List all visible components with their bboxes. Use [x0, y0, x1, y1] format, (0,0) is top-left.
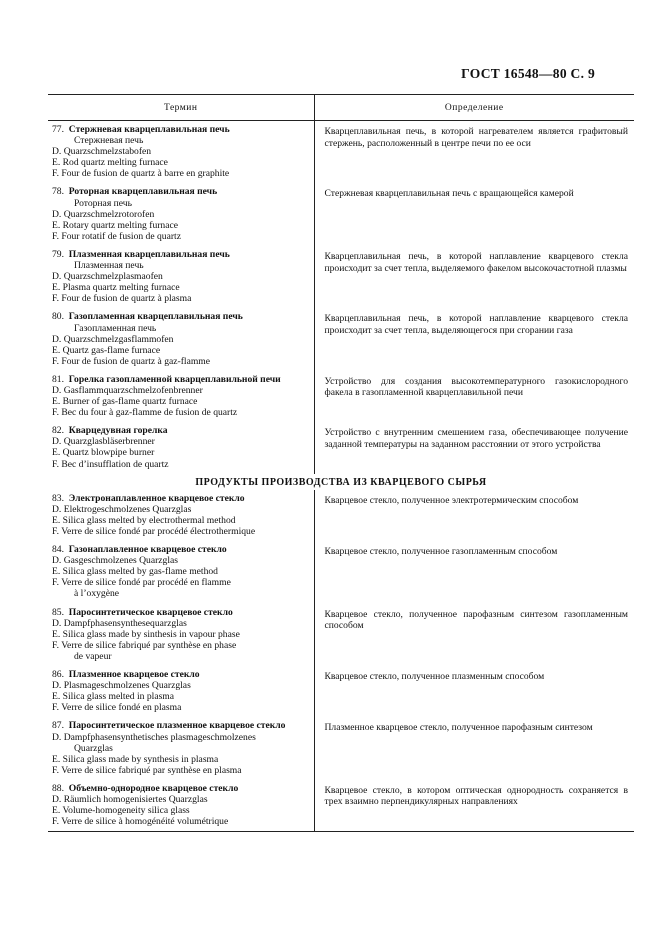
term-ru: Плазменное кварцевое стекло [68, 669, 200, 681]
definition-cell: Устройство для создания высокотемпературного газокислородного факела в газопламенной кварцеплавильной печи [324, 375, 628, 399]
term-ru: Газонаплавленное кварцевое стекло [68, 544, 227, 556]
entry-number: 78. [52, 186, 64, 198]
term-fr: F. Four de fusion de quartz à barre en graphite [52, 168, 230, 180]
term-fr: F. Verre de silice fondé en plasma [52, 702, 182, 714]
term-synonym: Газопламенная печь [74, 322, 157, 334]
term-de: D. Elektrogeschmolzenes Quarzglas [52, 503, 192, 515]
term-fr-cont: de vapeur [74, 650, 112, 662]
entry-number: 82. [52, 425, 64, 437]
definition-cell: Кварцеплавильная печь, в которой наплавление кварцевого стекла происходит за счет тепла, выделяющегося при сгорании газа [324, 313, 628, 336]
term-entry [48, 422, 634, 473]
term-de: D. Dampfphasensynthetisches plasmageschmolzenes [52, 731, 256, 743]
term-entry [48, 604, 634, 666]
term-cell [48, 422, 314, 473]
term-cell [48, 780, 314, 832]
term-ru: Объемно-однородное кварцевое стекло [68, 782, 239, 794]
entry-number: 84. [52, 544, 64, 556]
definition-cell: Кварцевое стекло, полученное плазменным способом [324, 671, 545, 683]
terms-table [48, 94, 634, 832]
term-en: E. Plasma quartz melting furnace [52, 282, 180, 294]
term-en: E. Silica glass melted by electrothermal method [52, 514, 236, 526]
definition-cell: Кварцевое стекло, в котором оптическая однородность сохраняется в трех взаимно перпендикулярных направлениях [314, 780, 634, 832]
term-en: E. Quartz gas-flame furnace [52, 344, 161, 356]
term-entry [48, 490, 634, 541]
entry-number: 88. [52, 782, 64, 794]
term-ru: Стержневая кварцеплавильная печь [68, 124, 230, 135]
term-entry [48, 308, 634, 370]
term-synonym: Плазменная печь [74, 260, 144, 272]
definition-cell: Плазменное кварцевое стекло, полученное парофазным синтезом [324, 722, 593, 734]
term-de: D. Räumlich homogenisiertes Quarzglas [52, 793, 208, 805]
definition-column-header: Определение [314, 95, 634, 121]
term-synonym: Роторная печь [74, 197, 132, 209]
term-fr: F. Verre de silice fondé par procédé électrothermique [52, 526, 256, 537]
term-entry [48, 541, 634, 603]
term-entry [48, 666, 634, 717]
entry-number: 79. [52, 248, 64, 260]
term-en: E. Silica glass made by sinthesis in vapour phase [52, 628, 240, 640]
term-en: E. Silica glass melted by gas-flame method [52, 566, 218, 578]
entry-number: 81. [52, 373, 64, 385]
term-en: E. Silica glass melted in plasma [52, 691, 175, 703]
term-cell [48, 308, 314, 370]
term-fr: F. Bec du four à gaz-flamme de fusion de quartz [52, 407, 238, 419]
entry-number: 77. [52, 124, 64, 135]
page-header: ГОСТ 16548—80 С. 9 [461, 66, 595, 81]
term-cell [48, 541, 314, 603]
definition-cell: Кварцевое стекло, полученное электротермическим способом [324, 494, 579, 506]
term-en: E. Burner of gas-flame quartz furnace [52, 396, 198, 408]
term-de: D. Quarzschmelzrotorofen [52, 208, 155, 220]
term-de: D. Plasmageschmolzenes Quarzglas [52, 680, 191, 692]
term-ru: Роторная кварцеплавильная печь [68, 186, 218, 198]
term-fr: F. Four de fusion de quartz à gaz-flamme [52, 355, 211, 367]
term-en: E. Quartz blowpipe burner [52, 447, 155, 459]
term-cell [48, 246, 314, 308]
term-cell [48, 183, 314, 245]
entry-number: 86. [52, 669, 64, 681]
term-de: D. Dampfphasensynthesequarzglas [52, 617, 187, 629]
term-fr: F. Verre de silice fabriqué par synthèse en phase [52, 639, 237, 651]
term-de-cont: Quarzglas [74, 742, 113, 754]
term-fr: F. Four rotatif de fusion de quartz [52, 230, 181, 242]
term-entry [48, 121, 634, 184]
term-entry [48, 371, 634, 422]
term-en: E. Rod quartz melting furnace [52, 157, 168, 169]
term-column-header: Термин [48, 95, 314, 121]
term-entry [48, 717, 634, 779]
definition-cell: Устройство с внутренним смешением газа, обеспечивающее получение заданной температуры на заданном расстоянии от этого устройства [324, 427, 628, 450]
group-products [48, 490, 634, 832]
term-entry [48, 246, 634, 308]
entry-number: 80. [52, 311, 64, 323]
definition-cell: Стержневая кварцеплавильная печь с вращающейся камерой [324, 188, 574, 200]
term-cell [48, 121, 314, 184]
term-ru: Кварцедувная горелка [68, 425, 168, 437]
term-entry [48, 780, 634, 832]
term-en: E. Volume-homogeneity silica glass [52, 805, 190, 817]
term-en: E. Silica glass made by synthesis in plasma [52, 753, 219, 765]
term-cell [48, 490, 314, 541]
entry-number: 85. [52, 606, 64, 618]
term-cell [48, 717, 314, 779]
term-de: D. Quarzschmelzgasflammofen [52, 333, 174, 345]
term-fr: F. Four de fusion de quartz à plasma [52, 293, 192, 305]
term-de: D. Quarzschmelzstabofen [52, 146, 152, 158]
term-cell [48, 666, 314, 717]
definition-cell: Кварцеплавильная печь, в которой наплавление кварцевого стекла происходит за счет тепла, выделяемого факелом высокочастотной плазмы [324, 250, 628, 274]
entry-number: 87. [52, 720, 64, 732]
term-ru: Газопламенная кварцеплавильная печь [68, 311, 243, 323]
term-de: D. Quarzglasbläserbrenner [52, 436, 155, 448]
term-fr: F. Bec d’insufflation de quartz [52, 458, 169, 470]
group-furnaces [48, 121, 634, 474]
section-title: ПРОДУКТЫ ПРОИЗВОДСТВА ИЗ КВАРЦЕВОГО СЫРЬЯ [195, 476, 487, 488]
term-en: E. Rotary quartz melting furnace [52, 219, 179, 231]
term-ru: Горелка газопламенной кварцеплавильной печи [68, 373, 281, 385]
term-ru: Плазменная кварцеплавильная печь [68, 248, 230, 260]
term-fr: F. Verre de silice à homogénéité volumétrique [52, 816, 229, 828]
term-entry [48, 183, 634, 245]
definition-cell: Кварцевое стекло, полученное газопламенным способом [324, 546, 558, 558]
term-fr: F. Verre de silice fondé par procédé en flamme [52, 577, 231, 589]
term-ru: Паросинтетическое кварцевое стекло [68, 606, 233, 618]
entry-number: 83. [52, 492, 64, 504]
term-cell [48, 604, 314, 666]
term-synonym: Стержневая печь [74, 135, 144, 147]
definition-cell: Кварцеплавильная печь, в которой нагревателем является графитовый стержень, расположенный в центре печи по ее оси [324, 126, 628, 149]
term-fr: F. Verre de silice fabriqué par synthèse en plasma [52, 764, 242, 776]
term-de: D. Gasflammquarzschmelzofenbrenner [52, 384, 203, 396]
term-de: D. Gasgeschmolzenes Quarzglas [52, 555, 179, 567]
definition-cell: Кварцевое стекло, полученное парофазным синтезом газопламенным способом [324, 608, 628, 632]
term-de: D. Quarzschmelzplasmaofen [52, 271, 163, 283]
term-ru: Паросинтетическое плазменное кварцевое стекло [68, 720, 286, 732]
term-cell [48, 371, 314, 422]
term-fr-cont: à l’oxygène [74, 588, 120, 600]
term-ru: Электронаплавленное кварцевое стекло [68, 492, 245, 504]
